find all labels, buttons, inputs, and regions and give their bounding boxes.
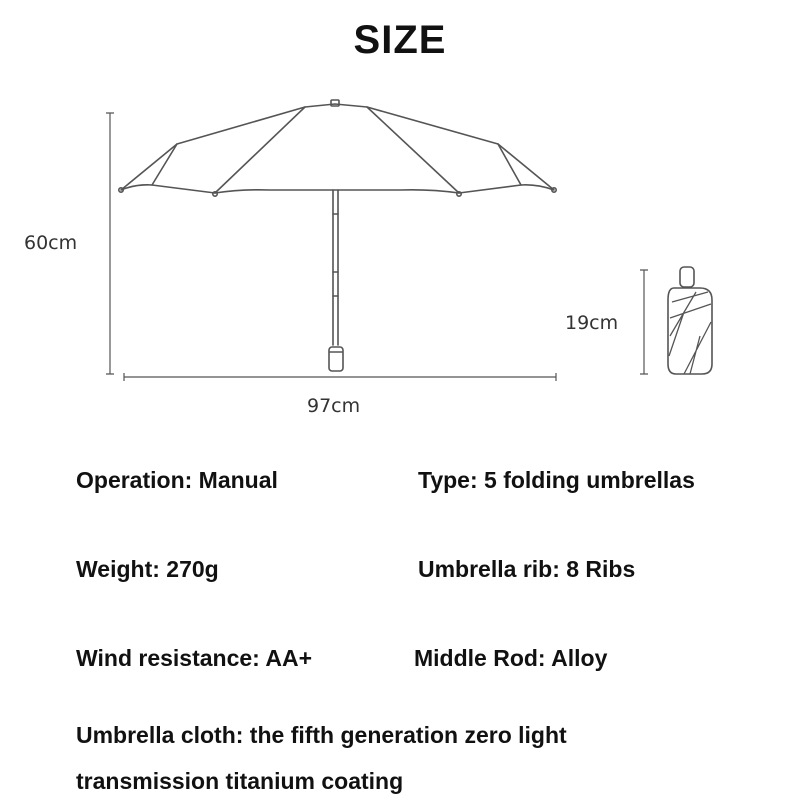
cloth-line-2: transmission titanium coating: [76, 768, 404, 794]
umbrella-ribs: [152, 107, 521, 193]
open-dimension-lines: [106, 113, 556, 381]
folded-umbrella-illustration: [668, 267, 712, 374]
spec-wind-resistance: Wind resistance: AA+: [76, 645, 313, 671]
page-title: SIZE: [353, 18, 447, 62]
umbrella-handle: [329, 347, 343, 371]
cloth-line-1: Umbrella cloth: the fifth generation zero light: [76, 722, 567, 748]
spec-weight: Weight: 270g: [76, 556, 219, 582]
spec-middle-rod: Middle Rod: Alloy: [414, 645, 608, 671]
folded-dimension-line: [640, 270, 648, 374]
open-height-label: 60cm: [24, 232, 78, 254]
umbrella-canopy: [121, 104, 554, 193]
open-umbrella-illustration: [119, 100, 556, 371]
open-width-label: 97cm: [307, 395, 361, 417]
folded-length-label: 19cm: [565, 312, 619, 334]
spec-type: Type: 5 folding umbrellas: [418, 467, 695, 493]
spec-umbrella-cloth: [76, 712, 776, 804]
spec-operation: Operation: Manual: [76, 467, 278, 493]
spec-rib: Umbrella rib: 8 Ribs: [418, 556, 636, 582]
